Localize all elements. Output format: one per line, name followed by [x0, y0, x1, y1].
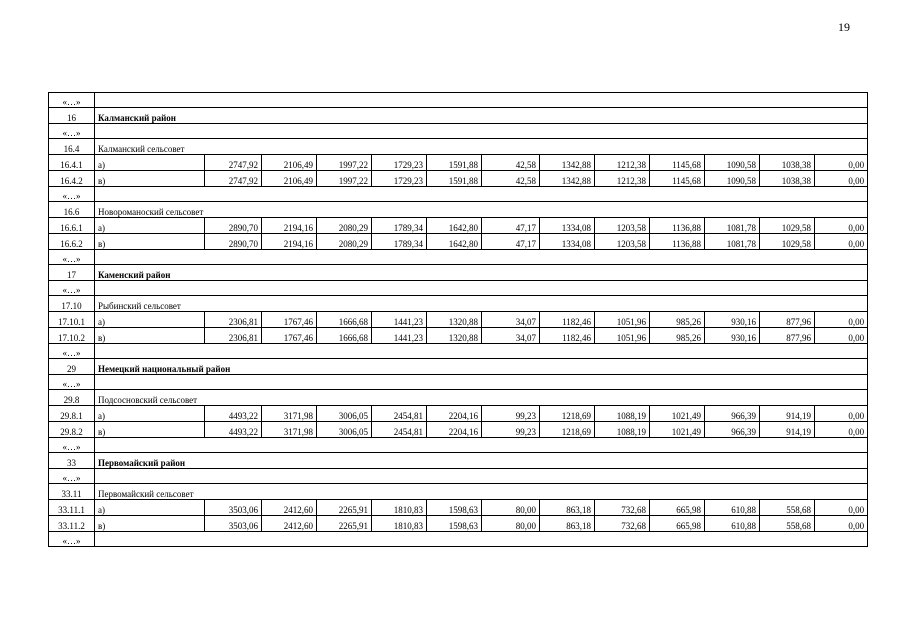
council-name: Калманский сельсовет: [95, 139, 868, 155]
value-cell: 47,17: [482, 218, 540, 234]
value-cell: 2306,81: [205, 312, 262, 328]
district-code: 17: [49, 265, 95, 281]
value-cell: 1212,38: [595, 155, 650, 171]
table-row: [49, 516, 868, 532]
council-code: 16.4: [49, 139, 95, 155]
value-cell: 47,17: [482, 234, 540, 250]
value-cell: 863,18: [540, 516, 595, 532]
row-code: 16.6.2: [49, 234, 95, 250]
value-cell: 2890,70: [205, 218, 262, 234]
ellipsis-cell: «…»: [49, 344, 95, 359]
table-row: [49, 532, 868, 547]
value-cell: 2747,92: [205, 155, 262, 171]
value-cell: 1789,34: [372, 218, 427, 234]
value-cell: 1320,88: [427, 328, 482, 344]
row-code: 33.11.1: [49, 500, 95, 516]
value-cell: 1090,58: [705, 155, 760, 171]
council-name: Первомайский сельсовет: [95, 484, 868, 500]
council-name: Рыбинский сельсовет: [95, 296, 868, 312]
value-cell: 1810,83: [372, 500, 427, 516]
value-cell: 1997,22: [317, 155, 372, 171]
row-label: в): [95, 234, 205, 250]
value-cell: 1021,49: [650, 422, 705, 438]
value-cell: 1136,88: [650, 234, 705, 250]
value-cell: 34,07: [482, 328, 540, 344]
row-label: в): [95, 328, 205, 344]
value-cell: 0,00: [815, 328, 868, 344]
ellipsis-cell: «…»: [49, 532, 95, 547]
value-cell: 2106,49: [262, 171, 317, 187]
table-row: [49, 453, 868, 469]
value-cell: 863,18: [540, 500, 595, 516]
value-cell: 2412,60: [262, 500, 317, 516]
value-cell: 1789,34: [372, 234, 427, 250]
value-cell: 2204,16: [427, 406, 482, 422]
value-cell: 966,39: [705, 422, 760, 438]
value-cell: 1334,08: [540, 218, 595, 234]
value-cell: 732,68: [595, 500, 650, 516]
table-row: [49, 344, 868, 359]
council-name: Новороманоский сельсовет: [95, 202, 868, 218]
value-cell: 2106,49: [262, 155, 317, 171]
value-cell: 3171,98: [262, 406, 317, 422]
value-cell: 1145,68: [650, 155, 705, 171]
value-cell: 985,26: [650, 312, 705, 328]
value-cell: 1218,69: [540, 406, 595, 422]
table-row: [49, 469, 868, 484]
value-cell: 2747,92: [205, 171, 262, 187]
table-row: [49, 328, 868, 344]
value-cell: 42,58: [482, 171, 540, 187]
value-cell: 2265,91: [317, 516, 372, 532]
table-row: [49, 390, 868, 406]
row-code: 16.6.1: [49, 218, 95, 234]
value-cell: 877,96: [760, 328, 815, 344]
value-cell: 0,00: [815, 218, 868, 234]
empty-cell: [95, 375, 868, 390]
row-code: 16.4.1: [49, 155, 95, 171]
value-cell: 1767,46: [262, 328, 317, 344]
value-cell: 0,00: [815, 171, 868, 187]
row-code: 33.11.2: [49, 516, 95, 532]
value-cell: 1342,88: [540, 171, 595, 187]
value-cell: 42,58: [482, 155, 540, 171]
value-cell: 1029,58: [760, 218, 815, 234]
row-code: 16.4.2: [49, 171, 95, 187]
value-cell: 1598,63: [427, 516, 482, 532]
district-code: 29: [49, 359, 95, 375]
value-cell: 1081,78: [705, 234, 760, 250]
value-cell: 1591,88: [427, 171, 482, 187]
table-row: [49, 265, 868, 281]
value-cell: 1203,58: [595, 234, 650, 250]
value-cell: 610,88: [705, 500, 760, 516]
value-cell: 1203,58: [595, 218, 650, 234]
value-cell: 1666,68: [317, 328, 372, 344]
empty-cell: [95, 281, 868, 296]
value-cell: 3006,05: [317, 406, 372, 422]
value-cell: 2454,81: [372, 406, 427, 422]
table-row: [49, 281, 868, 296]
row-code: 17.10.2: [49, 328, 95, 344]
empty-cell: [95, 344, 868, 359]
district-name: Каменский район: [95, 265, 868, 281]
value-cell: 1334,08: [540, 234, 595, 250]
value-cell: 99,23: [482, 422, 540, 438]
table-row: [49, 375, 868, 390]
value-cell: 914,19: [760, 406, 815, 422]
value-cell: 930,16: [705, 328, 760, 344]
row-code: 29.8.1: [49, 406, 95, 422]
council-code: 17.10: [49, 296, 95, 312]
value-cell: 1081,78: [705, 218, 760, 234]
row-label: в): [95, 516, 205, 532]
value-cell: 877,96: [760, 312, 815, 328]
value-cell: 0,00: [815, 422, 868, 438]
table-row: [49, 359, 868, 375]
value-cell: 2890,70: [205, 234, 262, 250]
page-number: 19: [838, 20, 850, 34]
value-cell: 3006,05: [317, 422, 372, 438]
ellipsis-cell: «…»: [49, 250, 95, 265]
value-cell: 4493,22: [205, 406, 262, 422]
value-cell: 1212,38: [595, 171, 650, 187]
table-row: [49, 422, 868, 438]
value-cell: 1666,68: [317, 312, 372, 328]
value-cell: 3503,06: [205, 500, 262, 516]
value-cell: 1997,22: [317, 171, 372, 187]
value-cell: 914,19: [760, 422, 815, 438]
value-cell: 2454,81: [372, 422, 427, 438]
value-cell: 0,00: [815, 500, 868, 516]
value-cell: 4493,22: [205, 422, 262, 438]
table-row: [49, 312, 868, 328]
value-cell: 1021,49: [650, 406, 705, 422]
value-cell: 1642,80: [427, 234, 482, 250]
table-row: [49, 406, 868, 422]
table-row: [49, 93, 868, 108]
tariff-table: [48, 92, 868, 547]
district-name: Первомайский район: [95, 453, 868, 469]
value-cell: 2412,60: [262, 516, 317, 532]
value-cell: 1051,96: [595, 312, 650, 328]
value-cell: 2080,29: [317, 234, 372, 250]
ellipsis-cell: «…»: [49, 469, 95, 484]
ellipsis-cell: «…»: [49, 187, 95, 202]
table-row: [49, 218, 868, 234]
district-code: 33: [49, 453, 95, 469]
empty-cell: [95, 250, 868, 265]
empty-cell: [95, 93, 868, 108]
row-label: а): [95, 218, 205, 234]
value-cell: 2306,81: [205, 328, 262, 344]
empty-cell: [95, 469, 868, 484]
value-cell: 3503,06: [205, 516, 262, 532]
district-name: Калманский район: [95, 108, 868, 124]
value-cell: 34,07: [482, 312, 540, 328]
value-cell: 0,00: [815, 234, 868, 250]
table-row: [49, 187, 868, 202]
ellipsis-cell: «…»: [49, 281, 95, 296]
value-cell: 2194,16: [262, 218, 317, 234]
value-cell: 1038,38: [760, 171, 815, 187]
district-name: Немецкий национальный район: [95, 359, 868, 375]
table-row: [49, 124, 868, 139]
table-row: [49, 250, 868, 265]
ellipsis-cell: «…»: [49, 124, 95, 139]
value-cell: 665,98: [650, 516, 705, 532]
row-label: а): [95, 406, 205, 422]
table-row: [49, 139, 868, 155]
value-cell: 0,00: [815, 516, 868, 532]
council-name: Подсосновский сельсовет: [95, 390, 868, 406]
value-cell: 0,00: [815, 312, 868, 328]
table-body: [49, 93, 868, 547]
value-cell: 1051,96: [595, 328, 650, 344]
row-code: 17.10.1: [49, 312, 95, 328]
row-code: 29.8.2: [49, 422, 95, 438]
value-cell: 80,00: [482, 500, 540, 516]
table-row: [49, 202, 868, 218]
council-code: 33.11: [49, 484, 95, 500]
table-row: [49, 234, 868, 250]
value-cell: 1767,46: [262, 312, 317, 328]
value-cell: 1441,23: [372, 328, 427, 344]
value-cell: 1729,23: [372, 171, 427, 187]
ellipsis-cell: «…»: [49, 375, 95, 390]
value-cell: 1182,46: [540, 312, 595, 328]
value-cell: 2265,91: [317, 500, 372, 516]
council-code: 16.6: [49, 202, 95, 218]
ellipsis-cell: «…»: [49, 438, 95, 453]
value-cell: 558,68: [760, 500, 815, 516]
district-code: 16: [49, 108, 95, 124]
value-cell: 1342,88: [540, 155, 595, 171]
value-cell: 1145,68: [650, 171, 705, 187]
value-cell: 2204,16: [427, 422, 482, 438]
value-cell: 1441,23: [372, 312, 427, 328]
value-cell: 966,39: [705, 406, 760, 422]
value-cell: 930,16: [705, 312, 760, 328]
value-cell: 2080,29: [317, 218, 372, 234]
value-cell: 985,26: [650, 328, 705, 344]
value-cell: 3171,98: [262, 422, 317, 438]
row-label: в): [95, 171, 205, 187]
table-row: [49, 500, 868, 516]
row-label: а): [95, 155, 205, 171]
table-row: [49, 171, 868, 187]
table-row: [49, 296, 868, 312]
value-cell: 1090,58: [705, 171, 760, 187]
value-cell: 0,00: [815, 155, 868, 171]
value-cell: 99,23: [482, 406, 540, 422]
ellipsis-cell: «…»: [49, 93, 95, 108]
value-cell: 1088,19: [595, 406, 650, 422]
value-cell: 2194,16: [262, 234, 317, 250]
value-cell: 1642,80: [427, 218, 482, 234]
value-cell: 1598,63: [427, 500, 482, 516]
table-row: [49, 438, 868, 453]
value-cell: 1218,69: [540, 422, 595, 438]
value-cell: 1182,46: [540, 328, 595, 344]
value-cell: 80,00: [482, 516, 540, 532]
value-cell: 1029,58: [760, 234, 815, 250]
row-label: в): [95, 422, 205, 438]
empty-cell: [95, 187, 868, 202]
value-cell: 1810,83: [372, 516, 427, 532]
council-code: 29.8: [49, 390, 95, 406]
value-cell: 1729,23: [372, 155, 427, 171]
table-row: [49, 108, 868, 124]
empty-cell: [95, 438, 868, 453]
value-cell: 1136,88: [650, 218, 705, 234]
value-cell: 1591,88: [427, 155, 482, 171]
value-cell: 1320,88: [427, 312, 482, 328]
value-cell: 665,98: [650, 500, 705, 516]
value-cell: 732,68: [595, 516, 650, 532]
row-label: а): [95, 500, 205, 516]
value-cell: 0,00: [815, 406, 868, 422]
empty-cell: [95, 124, 868, 139]
row-label: а): [95, 312, 205, 328]
value-cell: 610,88: [705, 516, 760, 532]
value-cell: 1088,19: [595, 422, 650, 438]
empty-cell: [95, 532, 868, 547]
table-row: [49, 484, 868, 500]
value-cell: 1038,38: [760, 155, 815, 171]
value-cell: 558,68: [760, 516, 815, 532]
table-row: [49, 155, 868, 171]
